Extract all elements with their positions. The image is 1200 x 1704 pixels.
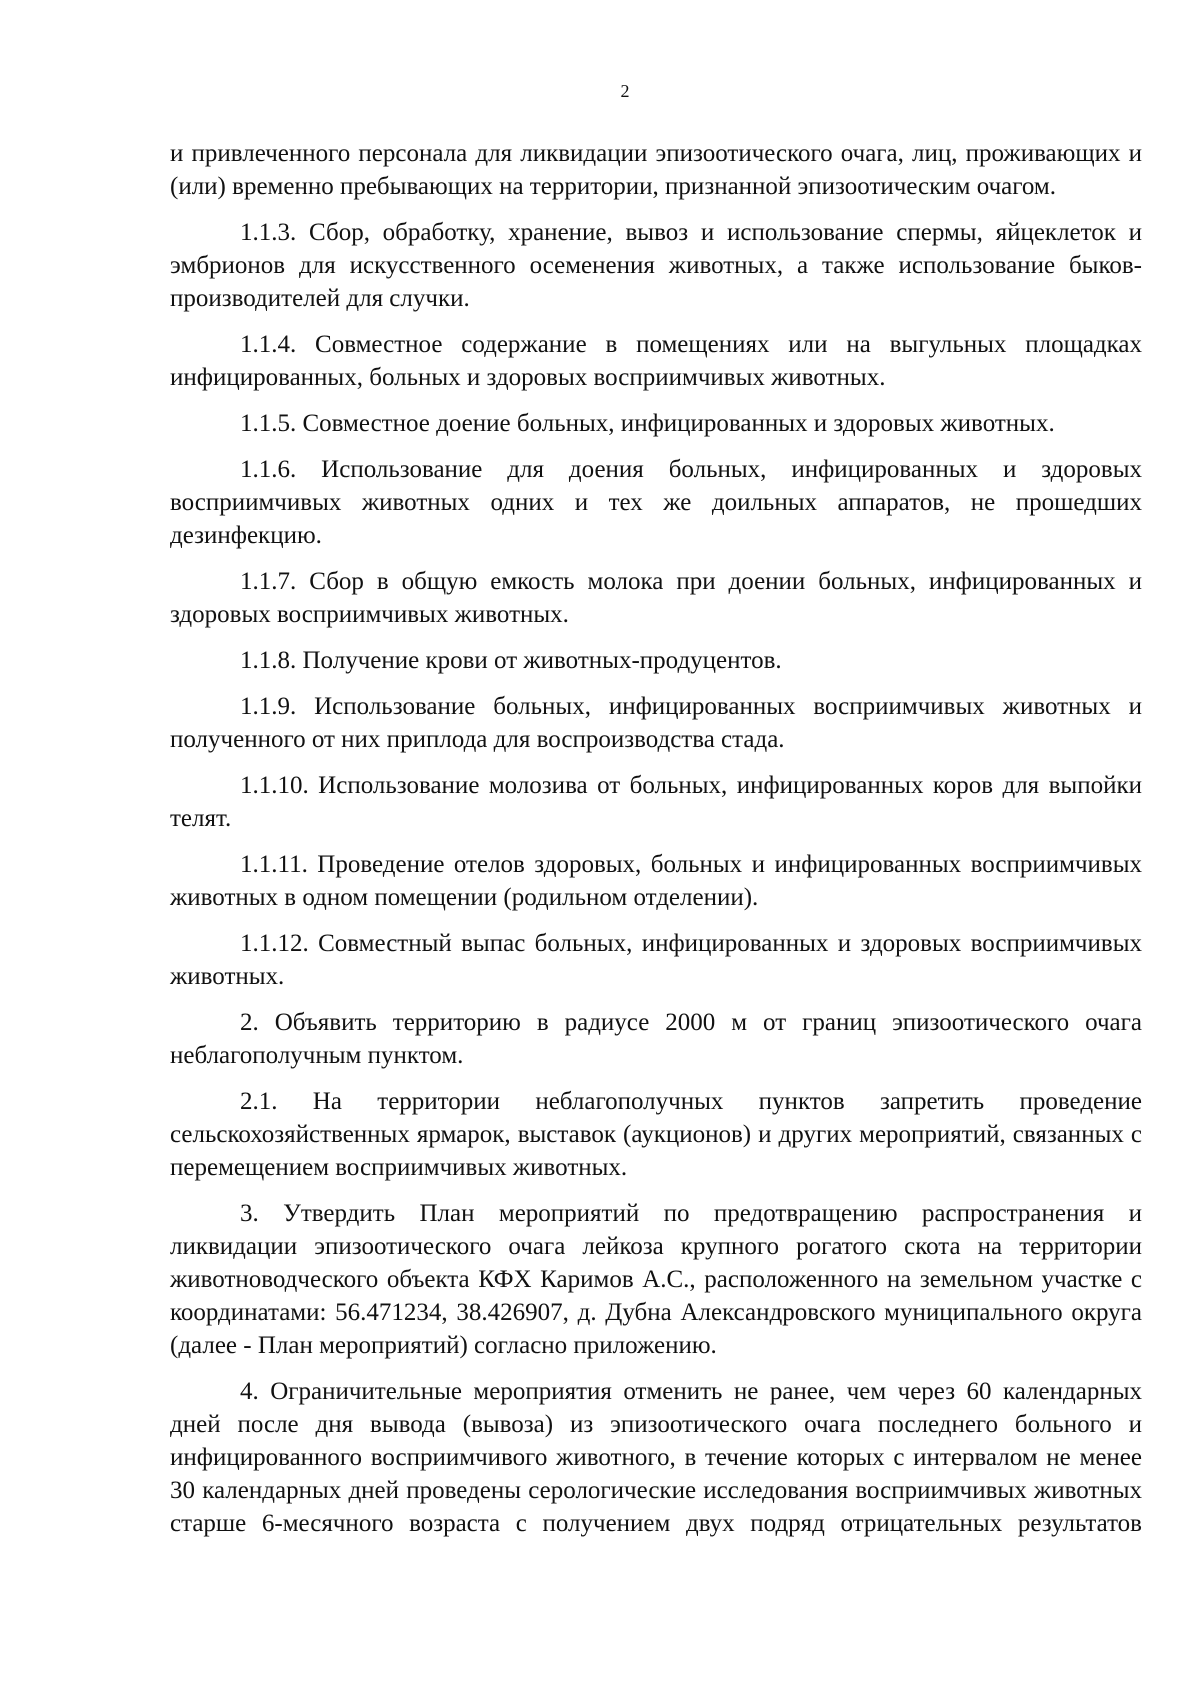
- paragraph-1-1-4: 1.1.4. Совместное содержание в помещениях или на выгульных площадках инфицированных, больных и здоровых восприимчивых животных.: [170, 331, 1142, 391]
- paragraph-1-1-10: 1.1.10. Использование молозива от больных, инфицированных коров для выпойки телят.: [170, 772, 1142, 832]
- document-body: [170, 137, 1142, 1540]
- paragraph-continuation: и привлеченного персонала для ликвидации эпизоотического очага, лиц, проживающих и (или) временно пребывающих на территории, признанной эпизоотическим очагом.: [170, 140, 1142, 200]
- paragraph-1-1-8: 1.1.8. Получение крови от животных-продуцентов.: [240, 647, 782, 674]
- paragraph-1-1-6: 1.1.6. Использование для доения больных, инфицированных и здоровых восприимчивых животных одних и тех же доильных аппаратов, не прошедших дезинфекцию.: [170, 456, 1142, 549]
- paragraph-2-1: 2.1. На территории неблагополучных пунктов запретить проведение сельскохозяйственных ярмарок, выставок (аукционов) и других мероприятий, связанных с перемещением восприимчивых животных.: [170, 1088, 1142, 1181]
- paragraph-1-1-5: 1.1.5. Совместное доение больных, инфицированных и здоровых животных.: [240, 410, 1055, 437]
- paragraph-1-1-3: 1.1.3. Сбор, обработку, хранение, вывоз и использование спермы, яйцеклеток и эмбрионов для искусственного осеменения животных, а также использование быков-производителей для случки.: [170, 219, 1142, 312]
- paragraph-2: 2. Объявить территорию в радиусе 2000 м от границ эпизоотического очага неблагополучным пунктом.: [170, 1009, 1142, 1069]
- page-number: 2: [620, 81, 630, 101]
- paragraph-1-1-12: 1.1.12. Совместный выпас больных, инфицированных и здоровых восприимчивых животных.: [170, 930, 1142, 990]
- paragraph-3: 3. Утвердить План мероприятий по предотвращению распространения и ликвидации эпизоотического очага лейкоза крупного рогатого скота на территории животноводческого объекта КФХ Каримов А.С., расположенного на земельном участке с координатами: 56.471234, 38.426907, д. Дубна Александровского муниципального округа (далее - План мероприятий) согласно приложению.: [170, 1200, 1142, 1359]
- paragraph-1-1-9: 1.1.9. Использование больных, инфицированных восприимчивых животных и полученного от них приплода для воспроизводства стада.: [170, 693, 1142, 753]
- paragraph-1-1-7: 1.1.7. Сбор в общую емкость молока при доении больных, инфицированных и здоровых восприимчивых животных.: [170, 568, 1142, 628]
- paragraph-4: 4. Ограничительные мероприятия отменить не ранее, чем через 60 календарных дней после дня вывода (вывоза) из эпизоотического очага последнего больного и инфицированного восприимчивого животного, в течение которых с интервалом не менее 30 календарных дней проведены серологические исследования восприимчивых животных старше 6-месячного возраста с получением двух подряд отрицательных результатов: [170, 1378, 1142, 1537]
- paragraph-1-1-11: 1.1.11. Проведение отелов здоровых, больных и инфицированных восприимчивых животных в одном помещении (родильном отделении).: [170, 851, 1142, 911]
